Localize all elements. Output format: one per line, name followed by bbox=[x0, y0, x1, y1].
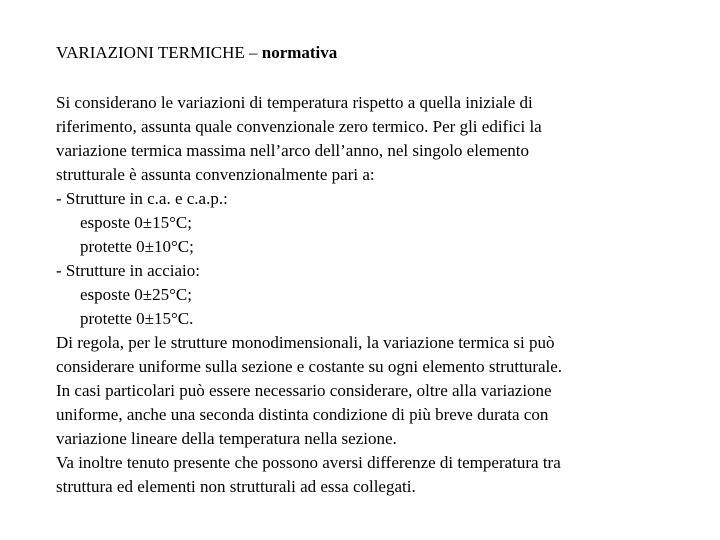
slide-title bbox=[56, 43, 337, 63]
title-main: VARIAZIONI TERMICHE – bbox=[56, 43, 262, 62]
ca-cap-exposed: esposte 0±15°C; bbox=[80, 213, 192, 232]
paragraph-line: variazione termica massima nell’arco dell’anno, nel singolo elemento bbox=[56, 141, 529, 160]
closing-line: In casi particolari può essere necessario considerare, oltre alla variazione bbox=[56, 381, 552, 400]
steel-exposed: esposte 0±25°C; bbox=[80, 285, 192, 304]
paragraph-line: strutturale è assunta convenzionalmente pari a: bbox=[56, 165, 375, 184]
closing-line: considerare uniforme sulla sezione e costante su ogni elemento strutturale. bbox=[56, 357, 563, 376]
paragraph-line: riferimento, assunta quale convenzionale zero termico. Per gli edifici la bbox=[56, 117, 542, 136]
title-suffix: normativa bbox=[261, 43, 338, 62]
ca-cap-protected: protette 0±10°C; bbox=[80, 237, 194, 256]
closing-line: Di regola, per le strutture monodimensionali, la variazione termica si può bbox=[56, 333, 555, 352]
slide-body bbox=[56, 91, 696, 499]
closing-line: Va inoltre tenuto presente che possono aversi differenze di temperatura tra bbox=[56, 453, 561, 472]
steel-heading: - Strutture in acciaio: bbox=[56, 261, 200, 280]
closing-line: variazione lineare della temperatura nella sezione. bbox=[56, 429, 397, 448]
paragraph-line: Si considerano le variazioni di temperatura rispetto a quella iniziale di bbox=[56, 93, 533, 112]
ca-cap-heading: - Strutture in c.a. e c.a.p.: bbox=[56, 189, 228, 208]
closing-line: uniforme, anche una seconda distinta condizione di più breve durata con bbox=[56, 405, 549, 424]
closing-line: struttura ed elementi non strutturali ad essa collegati. bbox=[56, 477, 416, 496]
steel-protected: protette 0±15°C. bbox=[80, 309, 194, 328]
